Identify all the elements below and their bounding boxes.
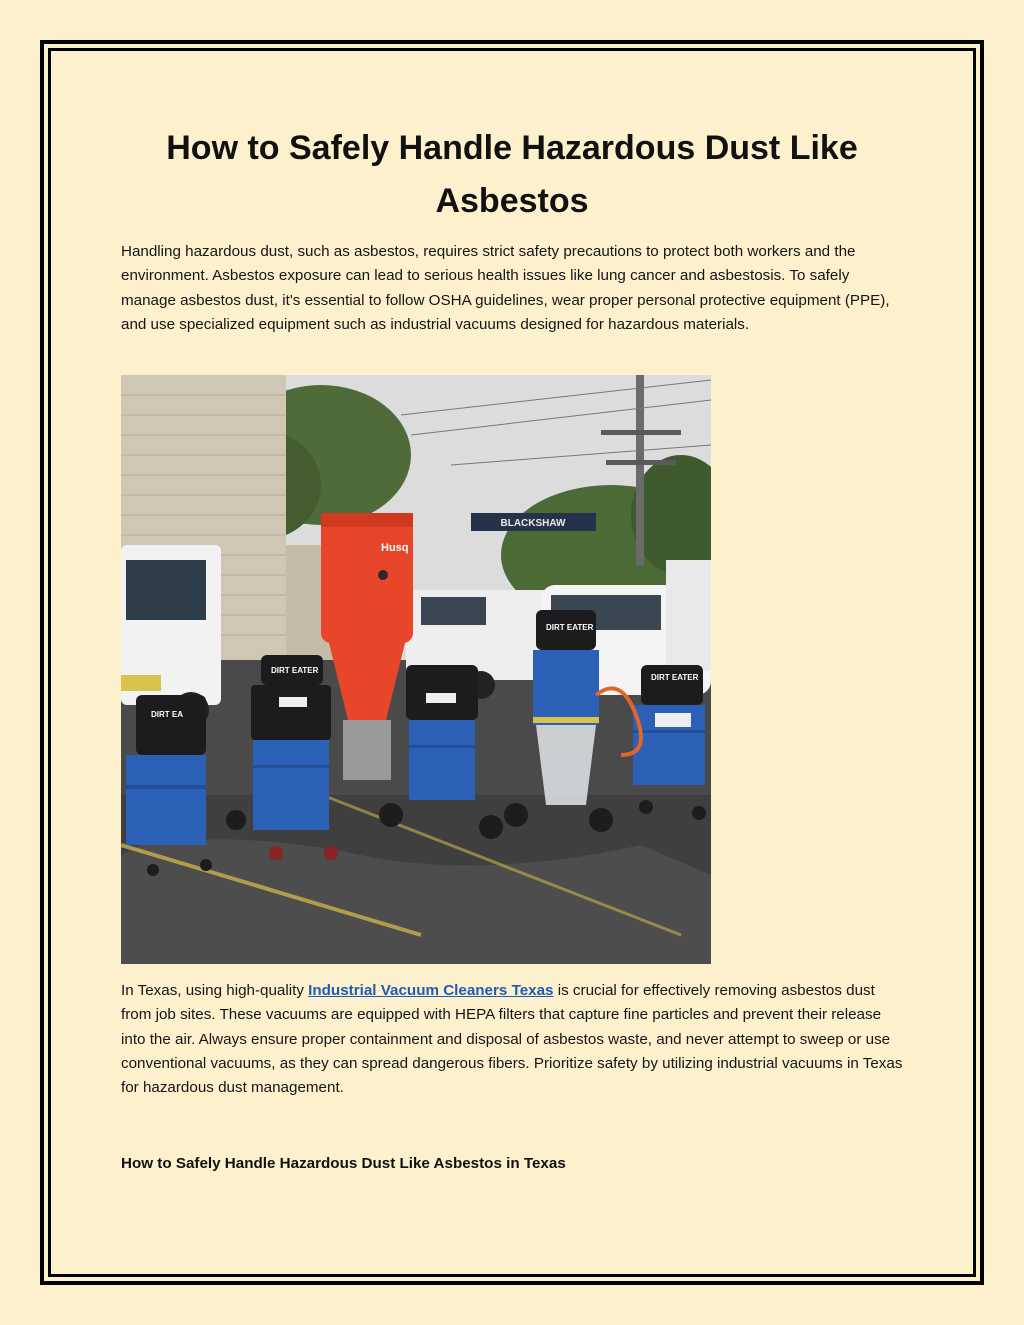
industrial-vacuum-link[interactable]: Industrial Vacuum Cleaners Texas bbox=[308, 982, 554, 999]
section-subheading: How to Safely Handle Hazardous Dust Like Asbestos in Texas bbox=[121, 1155, 566, 1172]
page-title: How to Safely Handle Hazardous Dust Like Asbestos bbox=[166, 129, 858, 220]
vacuum-paragraph bbox=[121, 979, 907, 1100]
vacuum-paragraph-lead: In Texas, using high-quality bbox=[121, 982, 309, 999]
svg-text:DIRT EATER: DIRT EATER bbox=[651, 673, 699, 682]
svg-text:Husq: Husq bbox=[381, 542, 409, 554]
svg-text:DIRT EATER: DIRT EATER bbox=[271, 666, 319, 675]
svg-text:BLACKSHAW: BLACKSHAW bbox=[500, 518, 566, 529]
vacuum-paragraph-rest: is crucial for effectively removing asbestos dust from job sites. These vacuums are equipped with HEPA filters that capture fine particles and prevent their release into the air. Always ensure proper containment and disposal of asbestos waste, and never attempt to sweep or use conventional vacuums, as they can spread dangerous fibers. Prioritize safety by utilizing industrial vacuums in Texas for hazardous dust management. bbox=[121, 982, 903, 1097]
svg-text:DIRT EA: DIRT EA bbox=[151, 710, 183, 719]
industrial-vacuums-photo bbox=[121, 375, 711, 964]
svg-text:DIRT EATER: DIRT EATER bbox=[546, 623, 594, 632]
intro-paragraph: Handling hazardous dust, such as asbestos, requires strict safety precautions to protect both workers and the environment. Asbestos exposure can lead to serious health issues like lung cancer and asbestosis. To safely manage asbestos dust, it's essential to follow OSHA guidelines, wear proper personal protective equipment (PPE), and use specialized equipment such as industrial vacuums designed for hazardous materials. bbox=[121, 243, 890, 333]
